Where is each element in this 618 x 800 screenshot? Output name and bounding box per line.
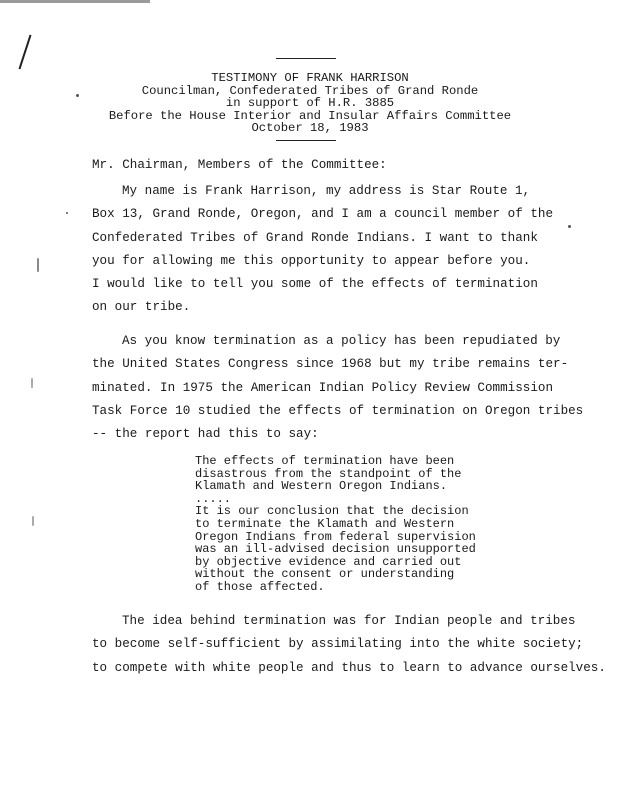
- quote-ellipsis: .....: [195, 491, 232, 506]
- block-quote: [195, 455, 476, 594]
- paragraph-line: minated. In 1975 the American Indian Policy Review Commission: [92, 380, 554, 395]
- paragraph-line: on our tribe.: [92, 300, 191, 315]
- paragraph-line: The idea behind termination was for Indian people and tribes: [122, 614, 576, 628]
- paragraph-line: -- the report had this to say:: [92, 427, 319, 442]
- quote-line: by objective evidence and carried out: [195, 554, 462, 569]
- paragraph-2: [92, 330, 602, 446]
- quote-line: to terminate the Klamath and Western: [195, 516, 455, 531]
- paragraph-line: the United States Congress since 1968 but my tribe remains ter-: [92, 357, 569, 372]
- scan-speck: [31, 378, 33, 388]
- quote-line: without the consent or understanding: [195, 567, 455, 582]
- quote-line: disastrous from the standpoint of the: [195, 466, 462, 481]
- quote-line: of those affected.: [195, 579, 325, 594]
- scan-speck: [66, 212, 68, 214]
- quote-line: It is our conclusion that the decision: [195, 504, 469, 519]
- quote-line: The effects of termination have been: [195, 454, 455, 468]
- header-bottom-rule: [276, 140, 336, 141]
- header-date: October 18, 1983: [251, 121, 369, 136]
- paragraph-line: I would like to tell you some of the effects of termination: [92, 277, 538, 292]
- header-top-rule: [276, 58, 336, 59]
- scan-edge-mark: [0, 0, 150, 3]
- paragraph-line: As you know termination as a policy has been repudiated by: [122, 334, 561, 348]
- quote-line: Klamath and Western Oregon Indians.: [195, 479, 448, 494]
- paragraph-3: [92, 610, 606, 680]
- paragraph-line: Task Force 10 studied the effects of termination on Oregon tribes: [92, 403, 584, 418]
- header-title: TESTIMONY OF FRANK HARRISON: [211, 71, 409, 85]
- pen-mark: [18, 35, 31, 70]
- header-line: Councilman, Confederated Tribes of Grand Ronde: [141, 83, 479, 98]
- paragraph-line: to compete with white people and thus to learn to advance ourselves.: [92, 660, 606, 675]
- paragraph-line: Confederated Tribes of Grand Ronde Indians. I want to thank: [92, 230, 538, 245]
- paragraph-line: to become self-sufficient by assimilating into the white society;: [92, 637, 584, 652]
- testimony-header: [90, 72, 530, 135]
- header-line: in support of H.R. 3885: [225, 96, 395, 111]
- salutation: Mr. Chairman, Members of the Committee:: [92, 158, 387, 172]
- paragraph-1: [92, 180, 602, 320]
- scan-speck: [32, 516, 34, 526]
- scan-speck: [37, 258, 39, 272]
- paragraph-line: you for allowing me this opportunity to appear before you.: [92, 253, 531, 268]
- quote-line: was an ill-advised decision unsupported: [195, 542, 476, 557]
- header-line: Before the House Interior and Insular Affairs Committee: [108, 108, 512, 123]
- paragraph-line: My name is Frank Harrison, my address is Star Route 1,: [122, 184, 531, 198]
- paragraph-line: Box 13, Grand Ronde, Oregon, and I am a council member of the: [92, 207, 554, 222]
- scan-speck: [76, 94, 79, 97]
- quote-line: Oregon Indians from federal supervision: [195, 529, 476, 544]
